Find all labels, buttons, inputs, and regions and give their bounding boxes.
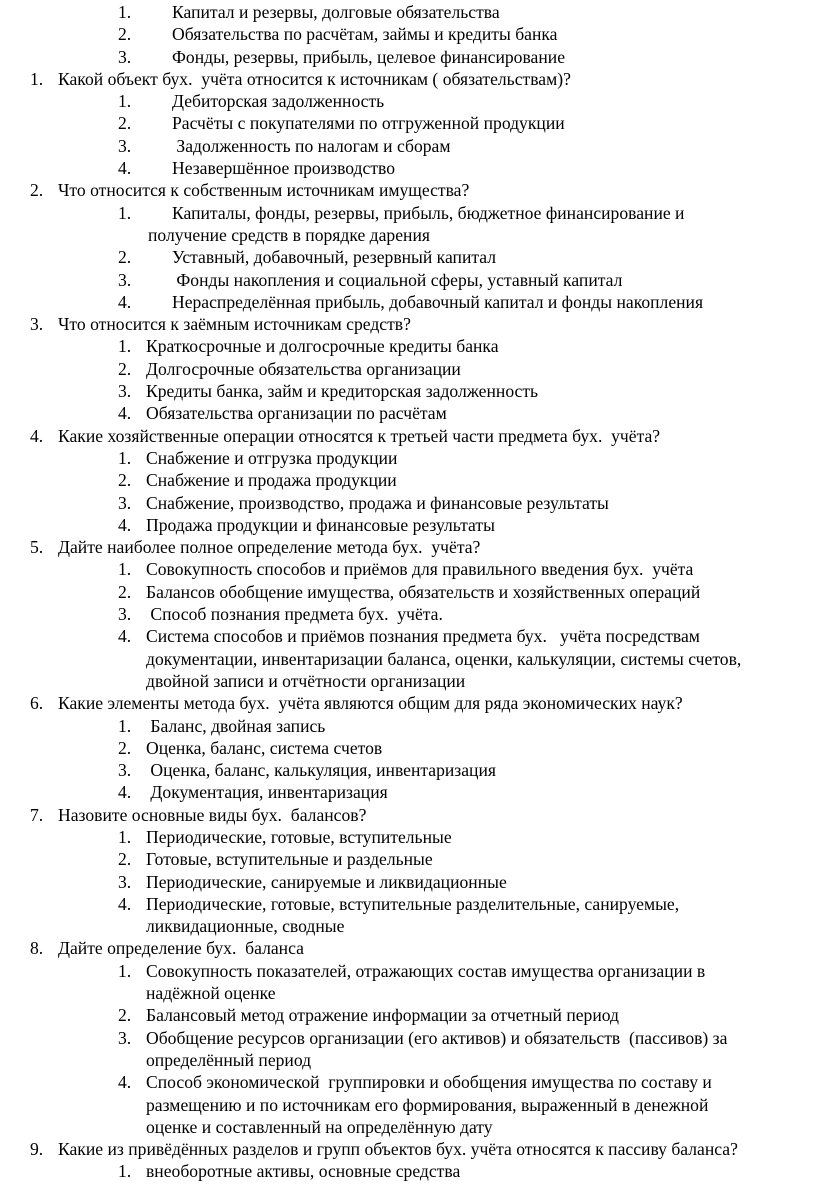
text-line xyxy=(0,893,816,915)
text-line xyxy=(0,402,816,424)
text-line xyxy=(0,960,816,982)
question-text: Дайте наиболее полное определение метода бух. учёта? xyxy=(58,537,481,558)
text-line xyxy=(0,246,816,268)
answer-text: Способ экономической группировки и обобщения имущества по составу и xyxy=(146,1072,712,1093)
answer-text: Обязательства по расчётам, займы и кредиты банка xyxy=(172,24,558,45)
answer-text: Дебиторская задолженность xyxy=(172,91,385,112)
answer-number: 1. xyxy=(118,202,132,223)
answer-option xyxy=(0,269,816,291)
answer-text: Продажа продукции и финансовые результаты xyxy=(146,514,495,535)
question-number: 9. xyxy=(30,1139,44,1160)
answer-option xyxy=(0,335,816,357)
text-line xyxy=(0,1138,816,1160)
text-line xyxy=(0,1027,816,1049)
text-line xyxy=(0,157,816,179)
answer-text: размещению и по источникам его формирования, выраженный в денежной xyxy=(146,1094,709,1115)
question-item xyxy=(0,313,816,335)
text-line xyxy=(0,715,816,737)
question-number: 3. xyxy=(30,314,44,335)
question-item xyxy=(0,937,816,959)
answer-text: Фонды накопления и социальной сферы, уставный капитал xyxy=(172,269,623,290)
text-line xyxy=(0,737,816,759)
text-line xyxy=(0,915,816,937)
answer-option xyxy=(0,380,816,402)
answer-text: документации, инвентаризации баланса, оценки, калькуляции, системы счетов, xyxy=(146,648,742,669)
question-number: 7. xyxy=(30,804,44,825)
text-line xyxy=(0,581,816,603)
answer-option xyxy=(0,447,816,469)
text-line xyxy=(0,692,816,714)
text-line xyxy=(0,179,816,201)
question-item xyxy=(0,425,816,447)
answer-number: 3. xyxy=(118,1027,132,1048)
answer-text: Балансовый метод отражение информации за отчетный период xyxy=(146,1005,620,1026)
answer-number: 3. xyxy=(118,492,132,513)
answer-number: 4. xyxy=(118,782,132,803)
document-page xyxy=(0,1,816,1183)
question-item xyxy=(0,536,816,558)
answer-text: Совокупность показателей, отражающих состав имущества организации в xyxy=(146,960,706,981)
answer-text: внеоборотные активы, основные средства xyxy=(146,1161,461,1182)
question-item xyxy=(0,179,816,201)
answer-option xyxy=(0,492,816,514)
answer-number: 2. xyxy=(118,470,132,491)
answer-option xyxy=(0,737,816,759)
question-number: 6. xyxy=(30,693,44,714)
text-line xyxy=(0,23,816,45)
answer-number: 1. xyxy=(118,559,132,580)
answer-option xyxy=(0,135,816,157)
text-line xyxy=(0,670,816,692)
text-line xyxy=(0,380,816,402)
answer-option xyxy=(0,558,816,580)
answer-number: 2. xyxy=(118,1005,132,1026)
question-number: 8. xyxy=(30,938,44,959)
text-line xyxy=(0,514,816,536)
answer-number: 1. xyxy=(118,2,132,22)
answer-option xyxy=(0,112,816,134)
answer-text: получение средств в порядке дарения xyxy=(148,224,430,245)
answer-number: 2. xyxy=(118,247,132,268)
question-number: 5. xyxy=(30,537,44,558)
question-text: Назовите основные виды бух. балансов? xyxy=(58,804,367,825)
text-line xyxy=(0,558,816,580)
text-line xyxy=(0,781,816,803)
answer-text: Способ познания предмета бух. учёта. xyxy=(146,604,443,625)
answer-text: Готовые, вступительные и раздельные xyxy=(146,849,433,870)
answer-text: двойной записи и отчётности организации xyxy=(146,670,466,691)
answer-option xyxy=(0,358,816,380)
answer-option xyxy=(0,1160,816,1182)
text-line xyxy=(0,871,816,893)
question-text: Что относится к собственным источникам имущества? xyxy=(58,180,470,201)
answer-number: 1. xyxy=(118,91,132,112)
answer-number: 2. xyxy=(118,24,132,45)
text-line xyxy=(0,269,816,291)
answer-text: оценке и составленный на определённую дату xyxy=(146,1116,493,1137)
answer-option xyxy=(0,402,816,424)
answer-number: 3. xyxy=(118,46,132,67)
question-number: 1. xyxy=(30,68,44,89)
answer-option xyxy=(0,90,816,112)
text-line xyxy=(0,224,816,246)
answer-option xyxy=(0,246,816,268)
answer-number: 3. xyxy=(118,381,132,402)
text-line xyxy=(0,291,816,313)
answer-number: 3. xyxy=(118,135,132,156)
question-text: Дайте определение бух. баланса xyxy=(58,938,304,959)
text-line xyxy=(0,1094,816,1116)
text-line xyxy=(0,1160,816,1182)
answer-text: Незавершённое производство xyxy=(172,158,395,179)
question-text: Какие элементы метода бух. учёта являются общим для ряда экономических наук? xyxy=(58,693,683,714)
answer-text: Капитал и резервы, долговые обязательства xyxy=(172,2,500,22)
answer-number: 3. xyxy=(118,871,132,892)
question-number: 2. xyxy=(30,180,44,201)
answer-text: Периодические, готовые, вступительные разделительные, санируемые, xyxy=(146,893,680,914)
text-line xyxy=(0,68,816,90)
text-line xyxy=(0,112,816,134)
answer-text: Расчёты с покупателями по отгруженной продукции xyxy=(172,113,565,134)
answer-text: Документация, инвентаризация xyxy=(146,782,388,803)
text-line xyxy=(0,937,816,959)
answer-number: 2. xyxy=(118,581,132,602)
question-text: Что относится к заёмным источникам средств? xyxy=(58,314,411,335)
question-item xyxy=(0,68,816,90)
text-line xyxy=(0,469,816,491)
answer-number: 1. xyxy=(118,960,132,981)
answer-number: 3. xyxy=(118,269,132,290)
answer-option xyxy=(0,715,816,737)
text-line xyxy=(0,492,816,514)
answer-number: 1. xyxy=(118,336,132,357)
answer-text: Периодические, готовые, вступительные xyxy=(146,826,452,847)
answer-text: Обобщение ресурсов организации (его активов) и обязательств (пассивов) за xyxy=(146,1027,728,1048)
text-line xyxy=(0,1004,816,1026)
answer-text: Краткосрочные и долгосрочные кредиты банка xyxy=(146,336,499,357)
text-line xyxy=(0,135,816,157)
text-line xyxy=(0,202,816,224)
answer-number: 3. xyxy=(118,604,132,625)
question-text: Какие из привёдённых разделов и групп объектов бух. учёта относятся к пассиву баланса? xyxy=(58,1139,738,1160)
answer-option xyxy=(0,23,816,45)
answer-option xyxy=(0,514,816,536)
text-line xyxy=(0,848,816,870)
answer-text: Система способов и приёмов познания предмета бух. учёта посредствам xyxy=(146,626,700,647)
question-item xyxy=(0,692,816,714)
answer-number: 1. xyxy=(118,715,132,736)
text-line xyxy=(0,1071,816,1093)
text-line xyxy=(0,90,816,112)
text-line xyxy=(0,358,816,380)
answer-number: 4. xyxy=(118,1072,132,1093)
answer-option xyxy=(0,469,816,491)
answer-number: 4. xyxy=(118,403,132,424)
answer-number: 1. xyxy=(118,447,132,468)
text-line xyxy=(0,804,816,826)
answer-text: Долгосрочные обязательства организации xyxy=(146,358,461,379)
text-line xyxy=(0,603,816,625)
answer-number: 4. xyxy=(118,291,132,312)
text-line xyxy=(0,625,816,647)
question-text: Какой объект бух. учёта относится к источникам ( обязательствам)? xyxy=(58,68,571,89)
answer-number: 4. xyxy=(118,626,132,647)
answer-option xyxy=(0,1004,816,1026)
answer-option xyxy=(0,202,816,247)
text-line xyxy=(0,648,816,670)
answer-text: ликвидационные, сводные xyxy=(146,916,345,937)
text-line xyxy=(0,335,816,357)
answer-text: Периодические, санируемые и ликвидационные xyxy=(146,871,507,892)
text-line xyxy=(0,1049,816,1071)
answer-option xyxy=(0,1027,816,1072)
answer-number: 2. xyxy=(118,113,132,134)
question-number: 4. xyxy=(30,425,44,446)
answer-number: 4. xyxy=(118,158,132,179)
answer-option xyxy=(0,826,816,848)
answer-text: Задолженность по налогам и сборам xyxy=(172,135,451,156)
answer-option xyxy=(0,46,816,68)
text-line xyxy=(0,536,816,558)
answer-text: Фонды, резервы, прибыль, целевое финансирование xyxy=(172,46,565,67)
answer-text: Снабжение, производство, продажа и финансовые результаты xyxy=(146,492,609,513)
text-line xyxy=(0,313,816,335)
text-line xyxy=(0,425,816,447)
answer-text: Уставный, добавочный, резервный капитал xyxy=(172,247,497,268)
answer-option xyxy=(0,157,816,179)
answer-text: Нераспределённая прибыль, добавочный капитал и фонды накопления xyxy=(172,291,704,312)
question-item xyxy=(0,804,816,826)
answer-option xyxy=(0,581,816,603)
answer-text: Обязательства организации по расчётам xyxy=(146,403,447,424)
text-line xyxy=(0,46,816,68)
text-line xyxy=(0,447,816,469)
question-text: Какие хозяйственные операции относятся к третьей части предмета бух. учёта? xyxy=(58,425,661,446)
answer-option xyxy=(0,1071,816,1138)
answer-number: 4. xyxy=(118,514,132,535)
answer-number: 4. xyxy=(118,893,132,914)
answer-number: 2. xyxy=(118,358,132,379)
answer-option xyxy=(0,848,816,870)
answer-option xyxy=(0,960,816,1005)
answer-text: Капиталы, фонды, резервы, прибыль, бюджетное финансирование и xyxy=(172,202,685,223)
answer-text: Кредиты банка, займ и кредиторская задолженность xyxy=(146,381,539,402)
text-line xyxy=(0,759,816,781)
text-line xyxy=(0,826,816,848)
answer-text: Снабжение и отгрузка продукции xyxy=(146,447,398,468)
answer-text: Оценка, баланс, система счетов xyxy=(146,737,383,758)
answer-option xyxy=(0,759,816,781)
text-line xyxy=(0,1,816,23)
answer-option xyxy=(0,291,816,313)
text-line xyxy=(0,982,816,1004)
answer-text: Балансов обобщение имущества, обязательств и хозяйственных операций xyxy=(146,581,701,602)
answer-number: 2. xyxy=(118,849,132,870)
answer-option xyxy=(0,1,816,23)
answer-text: надёжной оценке xyxy=(146,983,276,1004)
answer-option xyxy=(0,893,816,938)
answer-text: Совокупность способов и приёмов для правильного введения бух. учёта xyxy=(146,559,694,580)
answer-number: 1. xyxy=(118,826,132,847)
answer-option xyxy=(0,871,816,893)
answer-text: Оценка, баланс, калькуляция, инвентаризация xyxy=(146,760,496,781)
answer-text: Снабжение и продажа продукции xyxy=(146,470,397,491)
answer-option xyxy=(0,781,816,803)
answer-option xyxy=(0,625,816,692)
answer-option xyxy=(0,603,816,625)
answer-number: 1. xyxy=(118,1161,132,1182)
answer-number: 2. xyxy=(118,737,132,758)
answer-text: определённый период xyxy=(146,1049,312,1070)
answer-text: Баланс, двойная запись xyxy=(146,715,326,736)
answer-number: 3. xyxy=(118,760,132,781)
text-line xyxy=(0,1116,816,1138)
question-item xyxy=(0,1138,816,1160)
